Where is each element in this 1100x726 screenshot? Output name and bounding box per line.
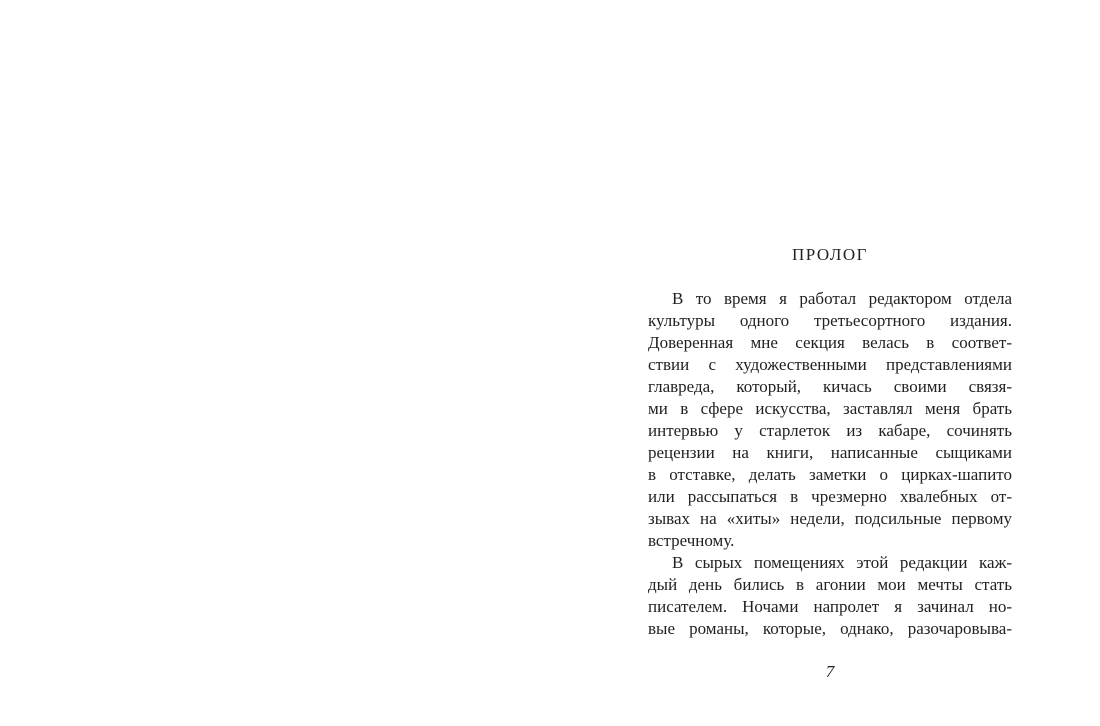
text-line: дый день бились в агонии мои мечты стать <box>648 575 1012 594</box>
text-line: писателем. Ночами напролет я зачинал но- <box>648 597 1012 616</box>
page-number: 7 <box>825 662 835 681</box>
chapter-title: ПРОЛОГ <box>791 245 868 264</box>
text-line: В то время я работал редактором отдела <box>672 289 1012 308</box>
right-page <box>550 0 1100 726</box>
text-line: в отставке, делать заметки о цирках-шапито <box>648 465 1012 484</box>
text-line: встречному. <box>648 531 735 550</box>
text-line: интервью у старлеток из кабаре, сочинять <box>648 421 1012 440</box>
text-line: или рассыпаться в чрезмерно хвалебных от- <box>648 487 1012 506</box>
text-line: ствии с художественными представлениями <box>648 355 1012 374</box>
text-line: рецензии на книги, написанные сыщиками <box>648 443 1012 462</box>
text-line: культуры одного третьесортного издания. <box>648 311 1012 330</box>
text-line: Доверенная мне секция велась в соответ- <box>648 333 1012 352</box>
text-line: В сырых помещениях этой редакции каж- <box>672 553 1012 572</box>
prologue-text <box>648 288 1012 640</box>
text-line: ми в сфере искусства, заставлял меня брать <box>648 399 1012 418</box>
text-line: вые романы, которые, однако, разочаровыва- <box>648 619 1012 638</box>
text-line: главреда, который, кичась своими связя- <box>648 377 1012 396</box>
text-line: зывах на «хиты» недели, подсильные первому <box>648 509 1012 528</box>
